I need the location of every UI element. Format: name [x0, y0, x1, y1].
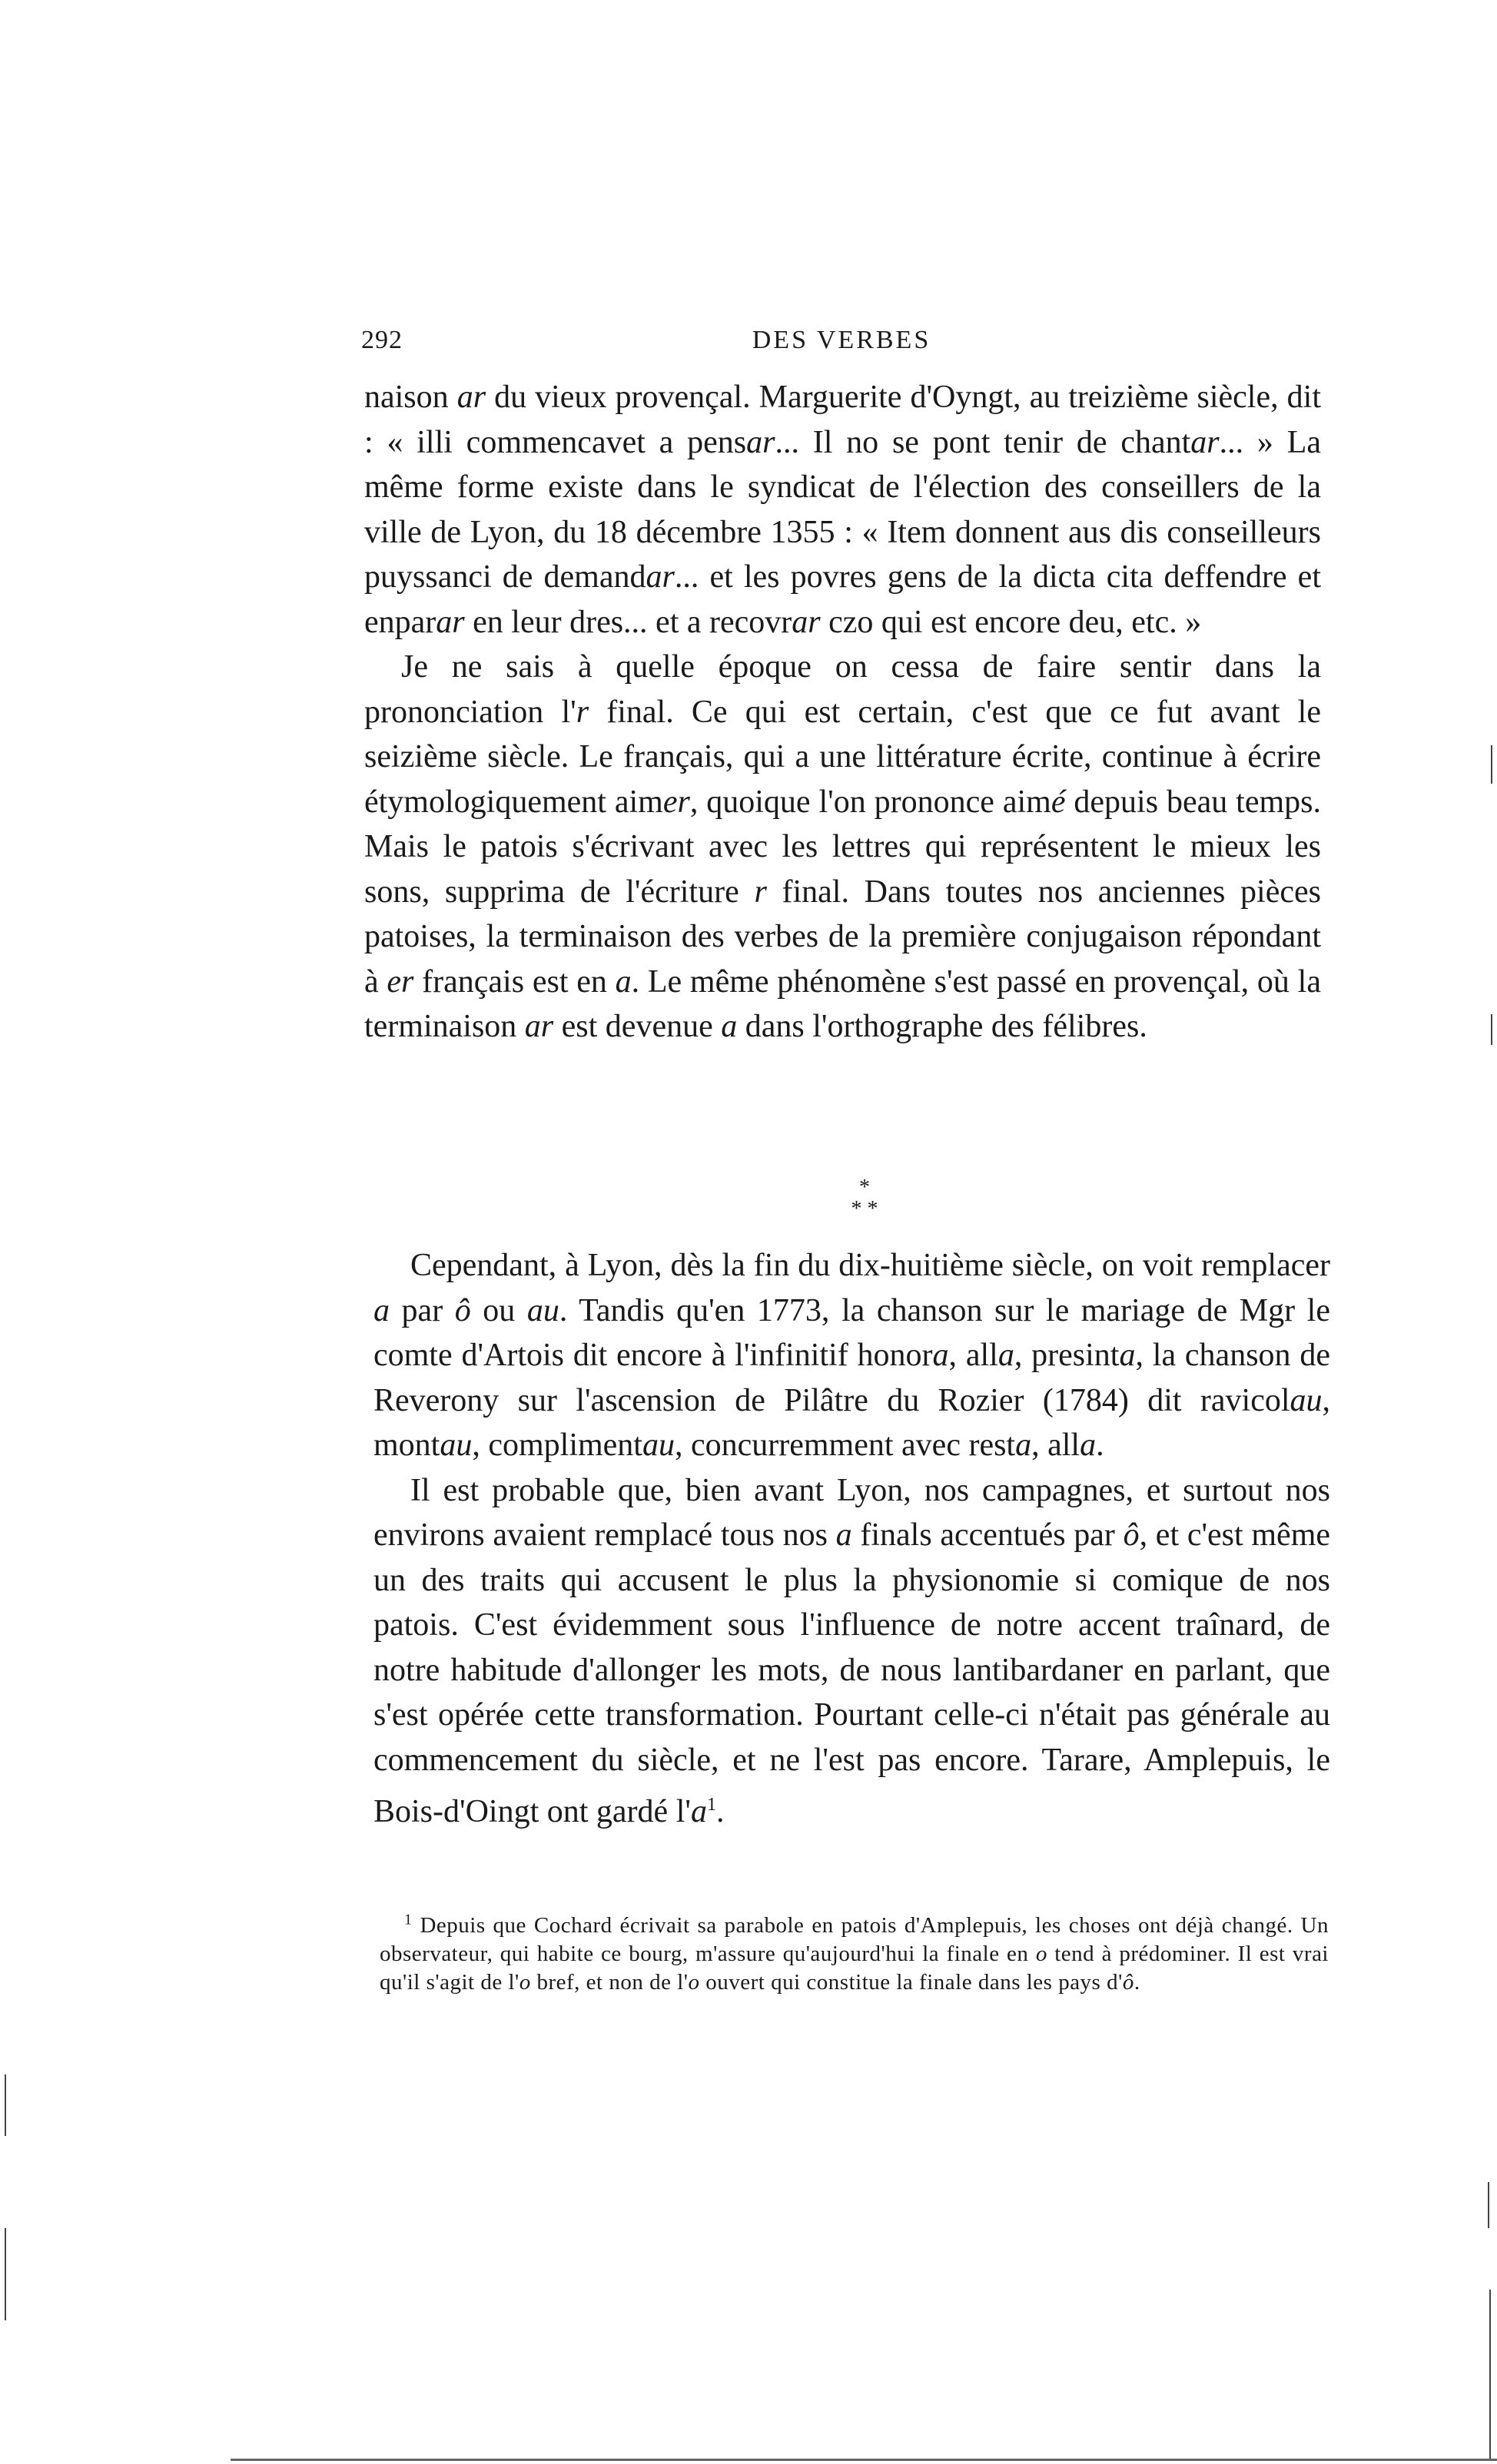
paragraph: naison ar du vieux provençal. Marguerite d'Oyngt, au treizième siècle, dit : « illi commencavet a pensar... Il no se pont tenir de chantar... » La même forme existe dans le syndicat de l'élection des conseillers de la ville de Lyon, du 18 décembre 1355 : « Item donnent aus dis conseilleurs puyssanci de demandar... et les povres gens de la dicta cita deffendre et enparar en leur dres... et a recovrar czo qui est encore deu, etc. »	[364, 380, 1322, 640]
scan-edge-mark	[1491, 745, 1492, 784]
italic-text: ô	[1123, 1517, 1140, 1553]
footnote	[380, 1912, 1329, 1997]
footnote-marker: 1	[404, 1911, 413, 1928]
asterism-bottom: * *	[851, 1197, 878, 1221]
italic-text: ô	[454, 1292, 471, 1328]
footnote-body: Depuis que Cochard écrivait sa parabole en patois d'Amplepuis, les choses ont déjà changé. Un observateur, qui habite ce bourg, m'assure qu'aujourd'hui la finale en o tend à prédominer. Il est vrai qu'il s'agit de l'o bref, et non de l'o ouvert qui constitue la finale dans les pays d'ô.	[380, 1913, 1329, 1995]
italic-text: a	[997, 1338, 1014, 1373]
italic-text: ô	[1122, 1970, 1134, 1995]
italic-text: au	[642, 1428, 675, 1463]
paragraph: Il est probable que, bien avant Lyon, nos campagnes, et surtout nos environs avaient remplacé tous nos a finals accentués par ô, et c'est même un des traits qui accusent le plus la physionomie si comique de nos patois. C'est évidemment sous l'influence de notre accent traînard, de notre habitude d'allonger les mots, de nous lantibardaner en parlant, que s'est opérée cette transformation. Pourtant celle-ci n'était pas générale au commencement du siècle, et ne l'est pas encore. Tarare, Amplepuis, le Bois-d'Oingt ont gardé $l'a^1$.	[373, 1472, 1330, 1829]
italic-text: a	[835, 1517, 852, 1553]
scan-edge-mark	[5, 2074, 6, 2136]
chapter-title: DES VERBES	[752, 326, 931, 354]
italic-text: o	[688, 1970, 700, 1995]
italic-text: au	[526, 1292, 559, 1328]
italic-text: a	[690, 1794, 707, 1829]
italic-text: a	[373, 1292, 390, 1328]
footnote-reference: 1	[706, 1795, 716, 1815]
italic-text: r	[754, 874, 767, 910]
running-head	[361, 326, 1322, 366]
italic-text: ar	[792, 604, 821, 640]
paragraph: Cependant, à Lyon, dès la fin du dix-huitième siècle, on voit remplacer a par ô ou au. Tandis qu'en 1773, la chanson sur le mariage de Mgr le comte d'Artois dit encore à l'infinitif honora, alla, presinta, la chanson de Reverony sur l'ascension de Pilâtre du Rozier (1784) dit ravicolau, montau, complimentau, concurremment avec resta, alla.	[373, 1248, 1330, 1463]
italic-text: ar	[524, 1009, 554, 1044]
italic-text: au	[440, 1428, 473, 1463]
scan-edge-mark	[1489, 2290, 1491, 2459]
italic-text: a	[1119, 1338, 1136, 1373]
italic-text: ar	[746, 424, 775, 460]
scan-edge-mark	[5, 2228, 6, 2320]
scan-edge-mark	[1491, 1014, 1492, 1045]
italic-text: a	[1015, 1428, 1032, 1463]
italic-text: ar	[436, 604, 465, 640]
asterism-top: *	[859, 1176, 870, 1199]
italic-text: o	[1035, 1942, 1047, 1966]
italic-text: o	[519, 1970, 531, 1995]
italic-text: a	[1080, 1428, 1097, 1463]
italic-text: ar	[646, 559, 675, 595]
italic-text: a	[932, 1338, 949, 1373]
italic-text: er	[662, 784, 690, 820]
footnote-text	[380, 1912, 1329, 1997]
italic-text: ar	[456, 380, 486, 415]
italic-text: a	[615, 963, 632, 1000]
italic-text: é	[1051, 784, 1066, 820]
main-text-bottom	[373, 1243, 1330, 1835]
italic-text: ar	[1190, 424, 1220, 460]
italic-text: au	[1290, 1382, 1323, 1418]
scan-bottom-edge	[231, 2459, 1497, 2461]
scan-edge-mark	[1488, 2182, 1489, 2228]
italic-text: er	[387, 963, 414, 1000]
main-text-top	[364, 375, 1321, 1050]
page-number: 292	[361, 326, 403, 354]
italic-text: a	[721, 1009, 738, 1044]
section-asterism	[830, 1177, 899, 1231]
paragraph: Je ne sais à quelle époque on cessa de faire sentir dans la prononciation l'r final. Ce qui est certain, c'est que ce fut avant le seizième siècle. Le français, qui a une littérature écrite, continue à écrire étymologiquement aimer, quoique l'on prononce aimé depuis beau temps. Mais le patois s'écrivant avec les lettres qui représentent le mieux les sons, supprima de l'écriture r final. Dans toutes nos anciennes pièces patoises, la terminaison des verbes de la première conjugaison répondant à er français est en a. Le même phénomène s'est passé en provençal, où la terminaison ar est devenue a dans l'orthographe des félibres.	[364, 649, 1322, 1044]
italic-text: r	[576, 694, 589, 730]
